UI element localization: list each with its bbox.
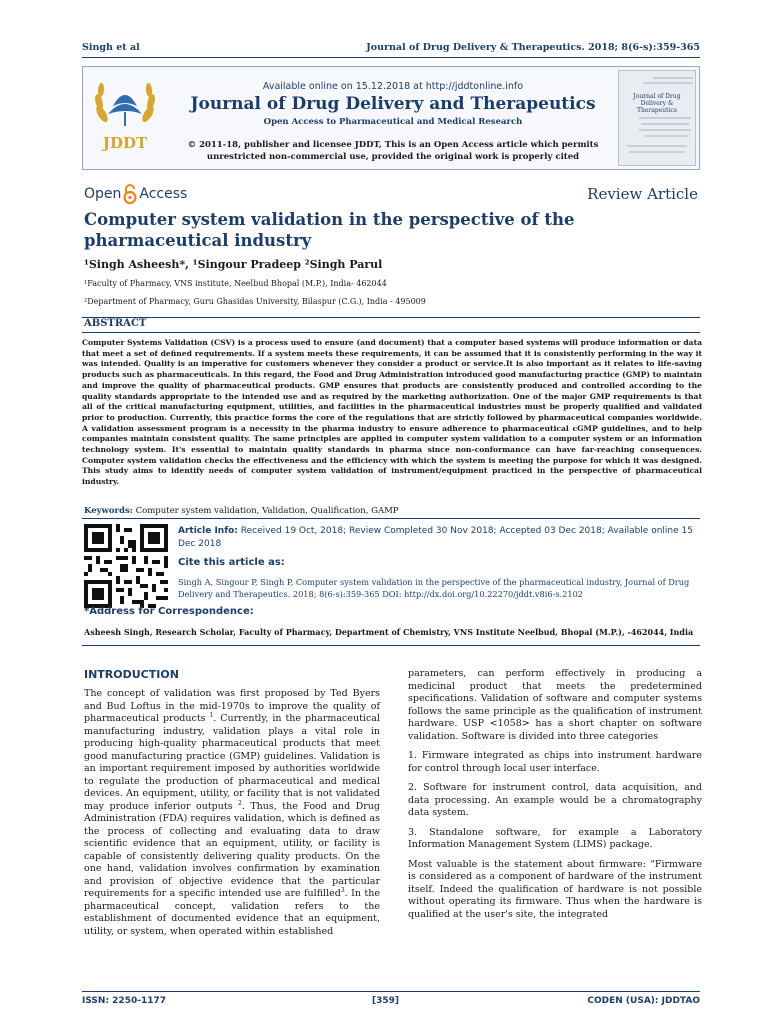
svg-text:JDDT: JDDT: [102, 134, 148, 152]
keywords-value: Computer system validation, Validation, Qualification, GAMP: [135, 506, 399, 516]
cite-heading: Cite this article as:: [178, 557, 285, 568]
keywords-label: Keywords:: [84, 506, 133, 516]
intro-paragraph-2: parameters, can perform effectively in producing a medicinal product that meets the predetermined specifications. Validation of software and computer systems follows the same principle as the qualification of instrument hardware. USP <1058> has a short chapter on software validation. Software is divided into three categories: [408, 668, 702, 742]
page-footer: [82, 996, 700, 1010]
keywords: [84, 506, 399, 516]
issn: ISSN: 2250-1177: [82, 996, 167, 1006]
firmware-paragraph: Most valuable is the statement about firmware: "Firmware is considered as a component of hardware of the instrument itself. Indeed the qualification of hardware is not possible without operating its firmware. Thus when the hardware is qualified at the user's site, the integrated: [408, 858, 702, 920]
journal-subtitle: Open Access to Pharmaceutical and Medical Research: [263, 117, 523, 127]
software-category-2: 2. Software for instrument control, data acquisition, and data processing. An example would be a chromatography data system.: [408, 782, 702, 818]
article-info: [178, 525, 698, 551]
header-rule: [82, 57, 700, 58]
jddt-logo-icon: [90, 74, 160, 158]
article-info-label: Article Info:: [178, 526, 238, 536]
keywords-rule: [82, 518, 700, 519]
introduction-left-column: [84, 688, 380, 945]
article-type: Review Article: [587, 185, 698, 203]
article-title: Computer system validation in the perspective of the pharmaceutical industry: [84, 210, 575, 250]
abstract-text: Computer Systems Validation (CSV) is a process used to ensure (and document) that a computer based systems will produce information or data that meet a set of defined requirements. If a system meets these requirements, it can be assumed that it is consistently performing in the way it was intended. Quality is an imperative for customers whenever they consider a product or service.It is also important as it relates to life-saving products such as pharmaceuticals. In this regard, the Food and Drug Administration introduced good manufacturing practice (GMP) to maintain and improve the quality of pharmaceutical products. GMP ensures that products are consistently produced and controlled according to the quality standards appropriate to the intended use and as required by the marketing authorization. One of the major GMP requirements is that all of the critical manufacturing equipment, utilities, and facilities in the pharmaceutical industries must be properly qualified and validated prior to production. Currently, this practice forms the core of the regulations that are strictly followed by pharmaceutical companies worldwide. A validation assessment program is a necessity in the pharma industry to ensure adherence to pharmaceutical cGMP guidelines, and to help companies maintain consistent quality. The same principles are applied in computer system validation to a computer system or an information technology system. It's essential to maintain quality standards in pharma since non-conformance can have far-reaching consequences. Computer system validation checks the effectiveness and the efficiency with which the system is meeting the purpose for which it was designed. This study aims to identify needs of computer system validation of instrument/equipment practiced in the perspective of pharmaceutical industry.: [82, 338, 702, 487]
journal-title: Journal of Drug Delivery and Therapeutics: [190, 94, 596, 114]
introduction-right-column: [408, 668, 702, 928]
coden: CODEN (USA): JDDTAO: [587, 996, 700, 1006]
correspondence-address: Asheesh Singh, Research Scholar, Faculty of Pharmacy, Department of Chemistry, VNS Institute Neelbud, Bhopal (M.P.), -462044, India: [84, 627, 694, 637]
cover-title: Journal of Drug Delivery & Therapeutics: [633, 93, 681, 114]
abstract-heading: ABSTRACT: [84, 318, 147, 329]
open-lock-icon: [123, 184, 137, 204]
affiliation-2: ²Department of Pharmacy, Guru Ghasidas University, Bilaspur (C.G.), India - 495009: [84, 297, 426, 306]
journal-cover-thumbnail: [618, 70, 696, 166]
running-head-journal: Journal of Drug Delivery & Therapeutics. 2018; 8(6-s):359-365: [366, 42, 700, 53]
article-info-dates: Received 19 Oct, 2018; Review Completed 30 Nov 2018; Accepted 03 Dec 2018; Available online 15 Dec 2018: [178, 526, 693, 549]
authors: ¹Singh Asheesh*, ¹Singour Pradeep ²Singh Parul: [84, 258, 383, 271]
software-category-3: 3. Standalone software, for example a Laboratory Information Management System (LIMS) package.: [408, 826, 702, 850]
available-online: Available online on 15.12.2018 at http://jddtonline.info: [262, 81, 524, 92]
citation-text: Singh A, Singour P, Singh P, Computer system validation in the perspective of the pharmaceutical industry, Journal of Drug Delivery and Therapeutics. 2018; 8(6-s):359-365 DOI: http://dx.doi.org/10.22270/jddt.v8i6-s.2102: [178, 577, 690, 599]
copyright-notice: © 2011-18, publisher and licensee JDDT, This is an Open Access article which permits unrestricted non-commercial use, provided the original work is properly cited: [187, 140, 599, 162]
introduction-heading: INTRODUCTION: [84, 668, 179, 681]
affiliation-1: ¹Faculty of Pharmacy, VNS institute, Neelbud Bhopal (M.P.), India- 462044: [84, 279, 387, 288]
abstract-rule: [82, 317, 700, 333]
page-number: [359]: [372, 996, 400, 1006]
footer-rule: [82, 991, 700, 992]
info-rule: [82, 645, 700, 646]
open-access-badge: Open Access: [84, 186, 188, 202]
intro-paragraph-1: The concept of validation was first proposed by Ted Byers and Bud Loftus in the mid-1970s to improve the quality of pharmaceutical products $^1$. Currently, in the pharmaceutical manufacturing industry, validation plays a vital role in producing high-quality pharmaceutical products that meet good manufacturing practice (GMP) guidelines. Validation is an important requirement imposed by authorities worldwide to regulate the production of pharmaceutical and medical devices. An equipment, utility, or facility that is not validated may produce inferior outputs $^2$. Thus, the Food and Drug Administration (FDA) requires validation, which is defined as the process of collecting and evaluating data to draw scientific evidence that an equipment, utility, or facility is capable of consistently delivering quality products. On the one hand, validation involves confirmation by examination and provision of objective evidence that the particular requirements for a specific intended use are fulfilled$^3$. In the pharmaceutical concept, validation refers to the establishment of documented evidence that an equipment, utility, or system, when operated within established: [84, 688, 380, 937]
correspondence-heading: *Address for Correspondence:: [84, 606, 254, 617]
qr-code-icon[interactable]: [84, 524, 168, 608]
running-head: [82, 42, 700, 56]
running-head-authors: Singh et al: [82, 42, 140, 53]
software-category-1: 1. Firmware integrated as chips into instrument hardware for control through local user interface.: [408, 750, 702, 774]
